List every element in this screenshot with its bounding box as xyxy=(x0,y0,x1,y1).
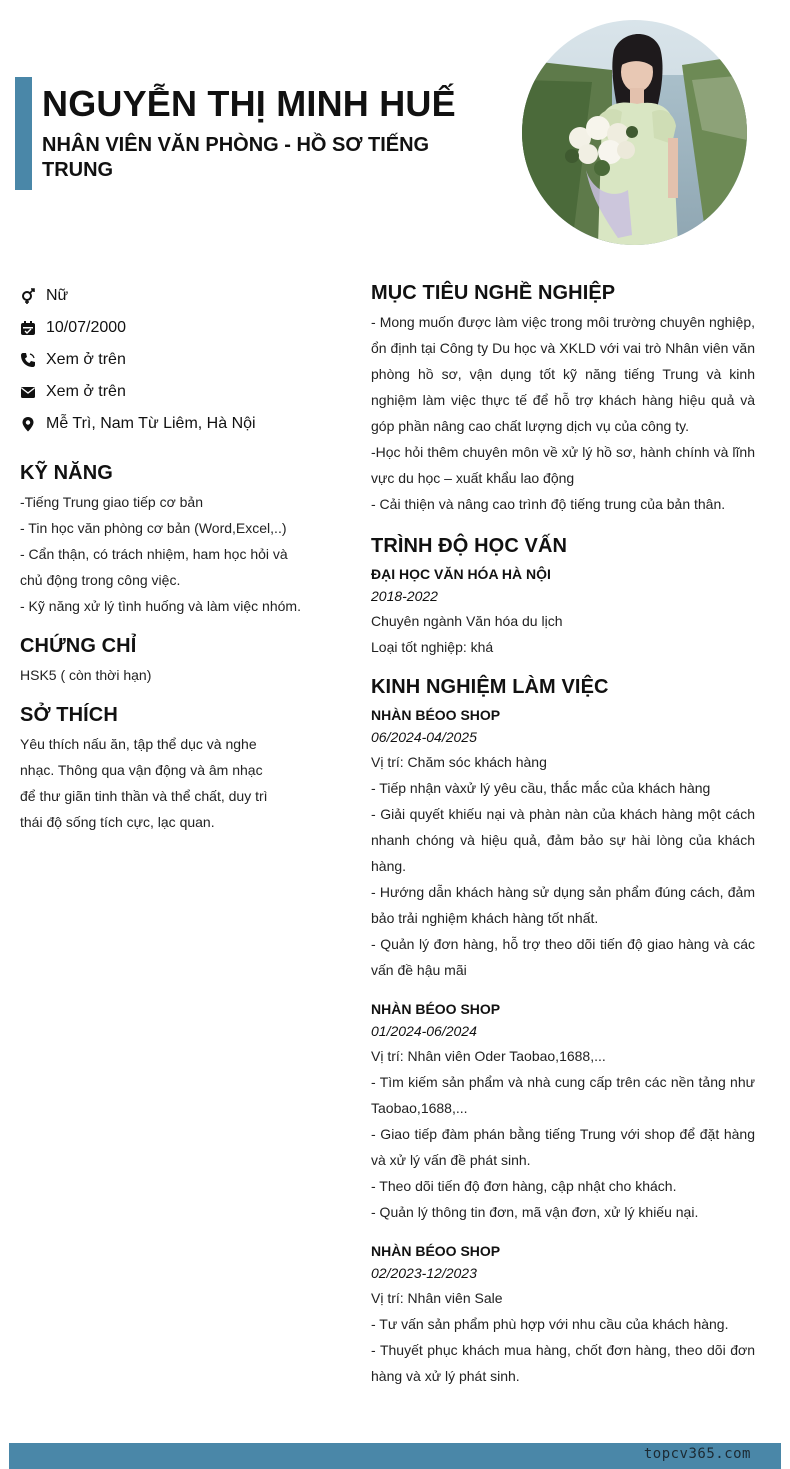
calendar-icon xyxy=(20,320,36,336)
accent-bar xyxy=(15,77,32,190)
job-task: - Giao tiếp đàm phán bằng tiếng Trung với shop để đặt hàng và xử lý vấn đề phát sinh. xyxy=(371,1126,755,1168)
contact-gender xyxy=(20,280,320,312)
job-entry xyxy=(371,1241,755,1389)
contact-birthday xyxy=(20,312,320,344)
birthday-value: 10/07/2000 xyxy=(46,319,127,336)
right-column xyxy=(371,282,755,1389)
certificates-heading: CHỨNG CHỈ xyxy=(20,635,137,657)
skills-heading: KỸ NĂNG xyxy=(20,462,113,484)
phone-value: Xem ở trên xyxy=(46,351,126,368)
objective-item: - Mong muốn được làm việc trong môi trường chuyên nghiệp, ổn định tại Công ty Du học và XKLD với vai trò Nhân viên văn phòng hồ sơ, vận dụng tốt kỹ năng tiếng Trung và kinh nghiệm làm việc thực tế để hỗ trợ khách hàng hiệu quả và góp phần nâng cao chất lượng dịch vụ của công ty. xyxy=(371,314,755,434)
phone-icon xyxy=(20,352,36,368)
objective-item: - Cải thiện và nâng cao trình độ tiếng trung của bản thân. xyxy=(371,496,726,512)
objective-list xyxy=(371,309,755,517)
school-name: ĐẠI HỌC VĂN HÓA HÀ NỘI xyxy=(371,566,551,582)
job-period: 06/2024-04/2025 xyxy=(371,729,477,745)
job-task: - Quản lý đơn hàng, hỗ trợ theo dõi tiến độ giao hàng và các vấn đề hậu mãi xyxy=(371,936,755,978)
job-task: - Tiếp nhận vàxử lý yêu cầu, thắc mắc của khách hàng xyxy=(371,780,711,796)
contact-email xyxy=(20,376,320,408)
profile-photo xyxy=(522,20,747,245)
footer-bar xyxy=(9,1443,781,1469)
job-period: 01/2024-06/2024 xyxy=(371,1023,477,1039)
job-title: NHÂN VIÊN VĂN PHÒNG - HỒ SƠ TIẾNG TRUNG xyxy=(42,134,430,181)
certificates-list xyxy=(20,662,320,688)
job-position: Vị trí: Nhân viên Oder Taobao,1688,... xyxy=(371,1048,606,1064)
location-pin-icon xyxy=(20,416,36,432)
job-task: - Theo dõi tiến độ đơn hàng, cập nhật cho khách. xyxy=(371,1178,677,1194)
skill-item: - Cẩn thận, có trách nhiệm, ham học hỏi và chủ động trong công việc. xyxy=(20,546,288,588)
left-column xyxy=(20,280,320,835)
footer-watermark: topcv365.com xyxy=(643,1446,751,1462)
contact-address xyxy=(20,408,320,440)
job-entry xyxy=(371,999,755,1225)
skills-list xyxy=(20,489,310,619)
company-name: NHÀN BÉOO SHOP xyxy=(371,1001,501,1017)
job-task: - Hướng dẫn khách hàng sử dụng sản phẩm đúng cách, đảm bảo trải nghiệm khách hàng tốt nhất. xyxy=(371,884,755,926)
job-position: Vị trí: Nhân viên Sale xyxy=(371,1290,503,1306)
job-task: - Giải quyết khiếu nại và phàn nàn của khách hàng một cách nhanh chóng và hiệu quả, đảm bảo sự hài lòng của khách hàng. xyxy=(371,806,755,874)
hobbies-heading: SỞ THÍCH xyxy=(20,704,118,726)
education-heading: TRÌNH ĐỘ HỌC VẤN xyxy=(371,535,568,557)
job-position: Vị trí: Chăm sóc khách hàng xyxy=(371,754,547,770)
education-entry xyxy=(371,564,755,660)
certificate-item: HSK5 ( còn thời hạn) xyxy=(20,667,152,683)
contact-phone xyxy=(20,344,320,376)
job-task: - Tư vấn sản phẩm phù hợp với nhu cầu của khách hàng. xyxy=(371,1316,729,1332)
objective-item: -Học hỏi thêm chuyên môn về xử lý hồ sơ, hành chính và lĩnh vực du học – xuất khẩu lao động xyxy=(371,444,755,486)
job-task: - Thuyết phục khách mua hàng, chốt đơn hàng, theo dõi đơn hàng và xử lý phát sinh. xyxy=(371,1342,755,1384)
email-value: Xem ở trên xyxy=(46,383,126,400)
education-period: 2018-2022 xyxy=(371,588,438,604)
gender-icon xyxy=(20,288,36,304)
gender-value: Nữ xyxy=(46,287,69,304)
education-major: Chuyên ngành Văn hóa du lịch xyxy=(371,613,563,629)
skill-item: - Tin học văn phòng cơ bản (Word,Excel,..) xyxy=(20,520,287,536)
experience-heading: KINH NGHIỆM LÀM VIỆC xyxy=(371,676,609,698)
objective-heading: MỤC TIÊU NGHỀ NGHIỆP xyxy=(371,282,616,304)
job-period: 02/2023-12/2023 xyxy=(371,1265,477,1281)
job-task: - Tìm kiếm sản phẩm và nhà cung cấp trên các nền tảng như Taobao,1688,... xyxy=(371,1074,755,1116)
candidate-name: NGUYỄN THỊ MINH HUẾ xyxy=(42,83,456,124)
job-task: - Quản lý thông tin đơn, mã vận đơn, xử lý khiếu nại. xyxy=(371,1204,699,1220)
education-grade: Loại tốt nghiệp: khá xyxy=(371,639,494,655)
envelope-icon xyxy=(20,384,36,400)
company-name: NHÀN BÉOO SHOP xyxy=(371,707,501,723)
skill-item: -Tiếng Trung giao tiếp cơ bản xyxy=(20,494,203,510)
address-value: Mễ Trì, Nam Từ Liêm, Hà Nội xyxy=(46,415,256,432)
hobbies-text: Yêu thích nấu ăn, tập thể dục và nghe nhạc. Thông qua vận động và âm nhạc để thư giãn tinh thần và thể chất, duy trì thái độ sống tích cực, lạc quan. xyxy=(20,736,268,830)
company-name: NHÀN BÉOO SHOP xyxy=(371,1243,501,1259)
job-entry xyxy=(371,705,755,983)
skill-item: - Kỹ năng xử lý tình huống và làm việc nhóm. xyxy=(20,598,301,614)
